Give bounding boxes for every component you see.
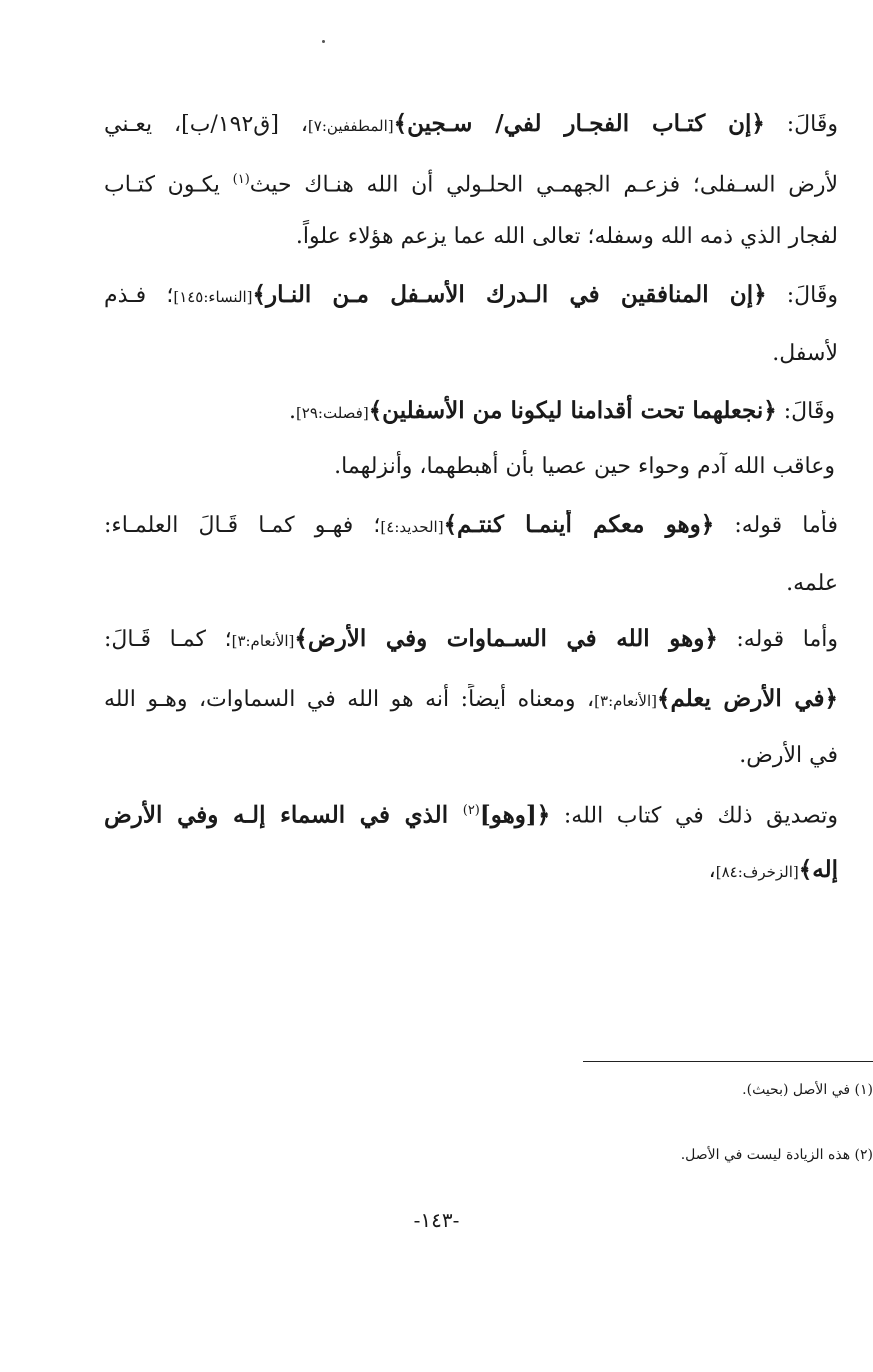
text-line-2: لأرض السـفلى؛ فزعـم الجهمـي الحلـولي أن الله هنـاك حيث$^{(١)}$ يكـون كتـاب [104,172,838,198]
footnote-1: (١) في الأصل (بحيث). [742,1082,873,1098]
text-line-10: وأما قوله: ﴿وهو الله في السـماوات وفي الأرض﴾[الأنعام:٣]؛ كمـا قَـالَ: [104,625,838,652]
footnote-separator [583,1061,873,1062]
footnote-2: (٢) هذه الزيادة ليست في الأصل. [680,1147,873,1163]
text-line-3: لفجار الذي ذمه الله وسفله؛ تعالى الله عما يزعم هؤلاء علواً. [295,224,838,249]
text-line-4: وقَالَ: ﴿إن المنافقين في الـدرك الأسـفل مـن النـار﴾[النساء:١٤٥]؛ فـذم [104,281,838,308]
text-line-13: وتصديق ذلك في كتاب الله: ﴿[وهو]$^{(٢)}$ الذي في السماء إلـه وفي الأرض [104,801,838,829]
text-line-14: إله﴾[الزخرف:٨٤]، [708,856,838,883]
text-line-6: وقَالَ: ﴿نجعلهما تحت أقدامنا ليكونا من الأسفلين﴾[فصلت:٢٩]. [288,397,835,424]
text-line-12: في الأرض. [739,743,838,768]
text-line-9: علمه. [786,571,838,596]
text-line-7: وعاقب الله آدم وحواء حين عصيا بأن أهبطهما، وأنزلهما. [334,454,835,479]
text-line-11: ﴿في الأرض يعلم﴾[الأنعام:٣]، ومعناه أيضاً: أنه هو الله في السماوات، وهـو الله [104,685,838,712]
text-line-1: وقَالَ: ﴿إن كتـاب الفجـار لفي/ سـجين﴾[المطففين:٧]، [ق١٩٢/ب]، يعـني [104,110,838,137]
scan-speck [322,40,325,43]
text-line-5: لأسفل. [772,341,838,366]
page-number: -١٤٣- [413,1208,460,1232]
text-line-8: فأما قوله: ﴿وهو معكم أينمـا كنتـم﴾[الحديد:٤]؛ فهـو كمـا قَـالَ العلمـاء: [104,511,838,538]
